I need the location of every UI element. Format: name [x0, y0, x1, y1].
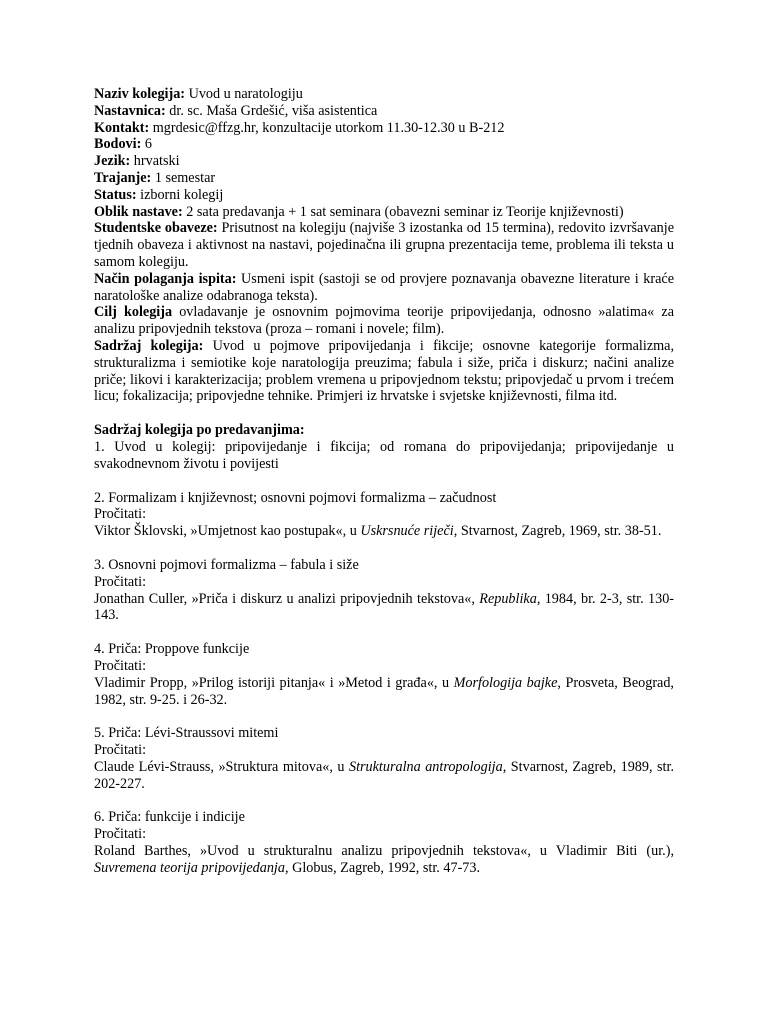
lecturer-value: dr. sc. Maša Grdešić, viša asistentica — [165, 102, 378, 119]
lecture-2-ref-author: Viktor Šklovski, »Umjetnost kao postupak«, u — [94, 523, 361, 540]
lecture-3 — [94, 557, 674, 624]
lecture-3-ref-journal: Republika — [479, 590, 537, 607]
course-name-value: Uvod u naratologiju — [185, 86, 303, 102]
student-obligations-paragraph — [94, 220, 674, 270]
lecture-1-title: 1. Uvod u kolegij: pripovijedanje i fikcija; od romana do pripovijedanja; pripovijedanje u svakodnevnom životu i povijesti — [94, 438, 674, 472]
lecture-6-title: 6. Priča: funkcije i indicije — [94, 809, 245, 826]
course-goal-paragraph — [94, 304, 674, 338]
lecture-2-ref-details: , Stvarnost, Zagreb, 1969, str. 38-51. — [453, 523, 662, 540]
lecturer-label: Nastavnica: — [94, 102, 166, 119]
lecture-2 — [94, 490, 674, 540]
teaching-form-label: Oblik nastave: — [94, 203, 183, 220]
syllabus-page — [94, 86, 674, 877]
section-gap — [94, 405, 674, 422]
language-label: Jezik: — [94, 153, 131, 170]
contact-label: Kontakt: — [94, 119, 150, 136]
lecture-4 — [94, 641, 674, 708]
lecture-5-title: 5. Priča: Lévi-Straussovi mitemi — [94, 725, 279, 742]
course-goal-value: ovladavanje je osnovnim pojmovima teorije pripovijedanja, odnosno »alatima« za analizu pripovjednih tekstova (proza – romani i novele; film). — [94, 304, 674, 338]
lecture-5-read-label: Pročitati: — [94, 742, 147, 759]
exam-method-paragraph — [94, 271, 674, 305]
lecture-3-ref-author: Jonathan Culler, »Priča i diskurz u analizi pripovjednih tekstova«, — [94, 590, 480, 607]
lecture-gap — [94, 792, 674, 809]
lectures-heading: Sadržaj kolegija po predavanjima: — [94, 422, 305, 439]
lecture-4-reference — [94, 675, 674, 709]
lecture-3-reference — [94, 591, 674, 625]
lecture-3-read-label: Pročitati: — [94, 573, 147, 590]
lecture-5-reference — [94, 759, 674, 793]
language-value: hrvatski — [130, 153, 180, 170]
lecture-6 — [94, 809, 674, 876]
language-row — [94, 153, 674, 170]
student-obligations-label: Studentske obaveze: — [94, 220, 218, 237]
lecture-gap — [94, 473, 674, 490]
lecture-4-title: 4. Priča: Proppove funkcije — [94, 641, 250, 658]
lecture-6-reference — [94, 843, 674, 877]
lecturer-row — [94, 103, 674, 120]
exam-method-value: Usmeni ispit (sastoji se od provjere poznavanja obavezne literature i kraće naratološke analize odabranoga teksta). — [94, 270, 674, 304]
student-obligations-value: Prisutnost na kolegiju (najviše 3 izostanka od 15 termina), redovito izvršavanje tjednih obaveza i aktivnost na nastavi, pojedinačna ili grupna prezentacija teme, problema ili teksta u samom kolegiju. — [94, 220, 674, 270]
course-content-value: Uvod u pojmove pripovijedanja i fikcije; osnovne kategorije formalizma, strukturalizma i semiotike koje naratologija preuzima; fabula i siže, priča i diskurz; načini analize priče; likovi i karakterizacija; problem vremena u pripovjednom tekstu; pripovjedač u prvom i trećem licu; fokalizacija; pripovjedne tehnike. Primjeri iz hrvatske i svjetske književnosti, filma itd. — [94, 337, 674, 405]
status-value: izborni kolegij — [136, 186, 224, 203]
lecture-5-ref-book: Strukturalna antropologija — [348, 758, 503, 775]
lecture-5-ref-details: , Stvarnost, Zagreb, 1989, str. 202-227. — [94, 758, 674, 792]
lecture-5 — [94, 725, 674, 792]
teaching-form-value: 2 sata predavanja + 1 sat seminara (obavezni seminar iz Teorije književnosti) — [182, 203, 624, 220]
course-content-label: Sadržaj kolegija: — [94, 337, 204, 354]
lecture-4-ref-author: Vladimir Propp, »Prilog istoriji pitanja« i »Metod i građa«, u — [94, 674, 454, 691]
lecture-4-read-label: Pročitati: — [94, 657, 147, 674]
lecture-6-ref-book: Suvremena teorija pripovijedanja — [94, 859, 285, 876]
exam-method-label: Način polaganja ispita: — [94, 270, 237, 287]
lecture-2-read-label: Pročitati: — [94, 506, 147, 523]
lecture-2-title: 2. Formalizam i književnost; osnovni pojmovi formalizma – začudnost — [94, 489, 497, 506]
contact-row — [94, 120, 674, 137]
credits-row — [94, 136, 674, 153]
lecture-4-ref-details: , Prosveta, Beograd, 1982, str. 9-25. i 26-32. — [94, 674, 674, 708]
lecture-4-ref-book: Morfologija bajke — [453, 674, 558, 691]
teaching-form-row — [94, 204, 674, 221]
course-content-paragraph — [94, 338, 674, 405]
duration-row — [94, 170, 674, 187]
lecture-6-ref-details: , Globus, Zagreb, 1992, str. 47-73. — [284, 859, 481, 876]
credits-label: Bodovi: — [94, 136, 142, 153]
contact-value: mgrdesic@ffzg.hr, konzultacije utorkom 11.30-12.30 u B-212 — [149, 119, 505, 136]
lecture-5-ref-author: Claude Lévi-Strauss, »Struktura mitova«, u — [94, 758, 349, 775]
lecture-gap — [94, 708, 674, 725]
course-name-row — [94, 86, 674, 103]
lecture-gap — [94, 624, 674, 641]
lecture-3-title: 3. Osnovni pojmovi formalizma – fabula i siže — [94, 556, 359, 573]
lecture-6-read-label: Pročitati: — [94, 826, 147, 843]
course-goal-label: Cilj kolegija — [94, 304, 173, 321]
duration-label: Trajanje: — [94, 169, 152, 186]
credits-value: 6 — [141, 136, 152, 153]
course-name-label: Naziv kolegija: — [94, 86, 186, 102]
lecture-6-ref-author: Roland Barthes, »Uvod u strukturalnu analizu pripovjednih tekstova«, u Vladimir Biti (ur.), — [94, 843, 674, 860]
status-row — [94, 187, 674, 204]
lecture-3-ref-details: , 1984, br. 2-3, str. 130-143. — [94, 590, 675, 624]
lecture-2-ref-book: Uskrsnuće riječi — [360, 523, 454, 540]
duration-value: 1 semestar — [151, 169, 216, 186]
lecture-2-reference — [94, 523, 674, 540]
lecture-gap — [94, 540, 674, 557]
status-label: Status: — [94, 186, 137, 203]
